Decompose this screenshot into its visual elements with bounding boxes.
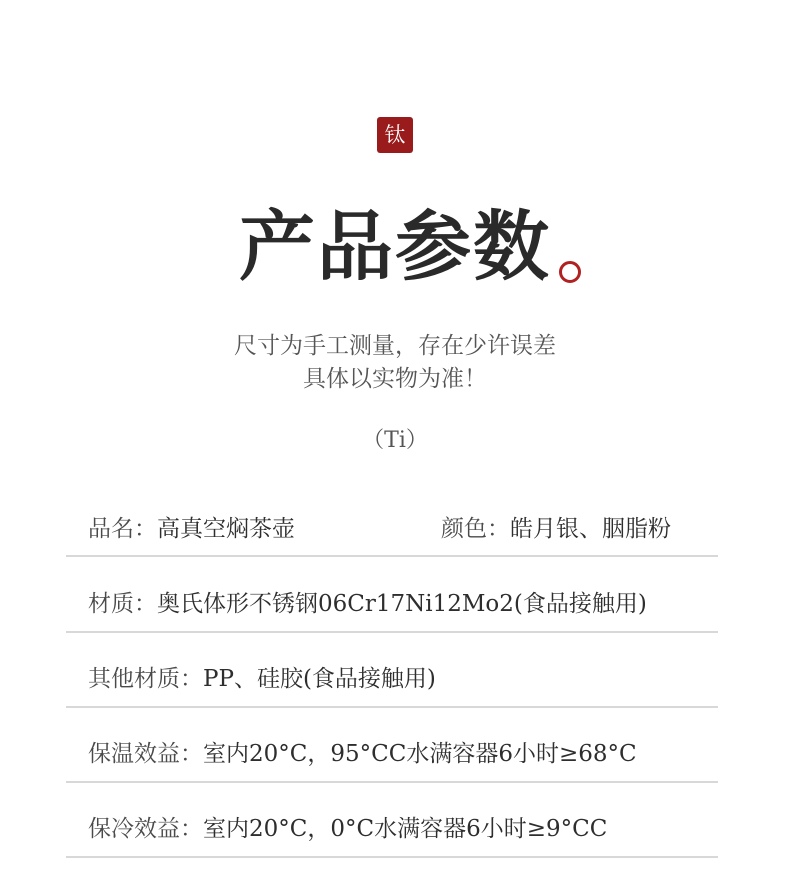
spec-label: 品名：	[88, 516, 157, 542]
material-code: （Ti）	[362, 428, 428, 453]
spec-label: 保温效益：	[88, 741, 203, 767]
spec-value: 皓月银、胭脂粉	[510, 516, 671, 542]
spec-label: 其他材质：	[88, 666, 203, 692]
spec-label: 保冷效益：	[88, 816, 203, 842]
spec-value: 奥氏体形不锈钢06Cr17Ni12Mo2(食品接触用)	[157, 591, 647, 617]
spec-row-material	[66, 585, 718, 633]
spec-row-name-color	[66, 510, 718, 557]
page-title-text: 产品参数	[239, 202, 551, 291]
spec-other-material-cell	[88, 660, 436, 693]
spec-color-cell	[441, 510, 671, 543]
subtitle-line-1: 尺寸为手工测量，存在少许误差	[234, 333, 556, 359]
spec-row-heat-retention	[66, 735, 718, 783]
spec-value: 室内20°C，95°CC水满容器6小时≥68°C	[203, 741, 637, 767]
spec-row-cold-retention	[66, 810, 718, 858]
spec-label: 颜色：	[441, 516, 510, 542]
spec-value: PP、硅胶(食品接触用)	[203, 666, 436, 692]
spec-value: 室内20°C，0°C水满容器6小时≥9°CC	[203, 816, 608, 842]
spec-heat-cell	[88, 735, 637, 768]
spec-cold-cell	[88, 810, 607, 843]
subtitle-line-2: 具体以实物为准！	[303, 366, 487, 392]
spec-row-other-material	[66, 660, 718, 708]
circle-dot-icon	[559, 261, 581, 283]
spec-value: 高真空焖茶壶	[157, 516, 295, 542]
spec-material-cell	[88, 585, 647, 618]
title-section	[0, 202, 790, 291]
page-title	[239, 202, 551, 291]
titanium-badge: 钛	[377, 117, 413, 153]
spec-label: 材质：	[88, 591, 157, 617]
spec-name-cell	[88, 510, 295, 543]
